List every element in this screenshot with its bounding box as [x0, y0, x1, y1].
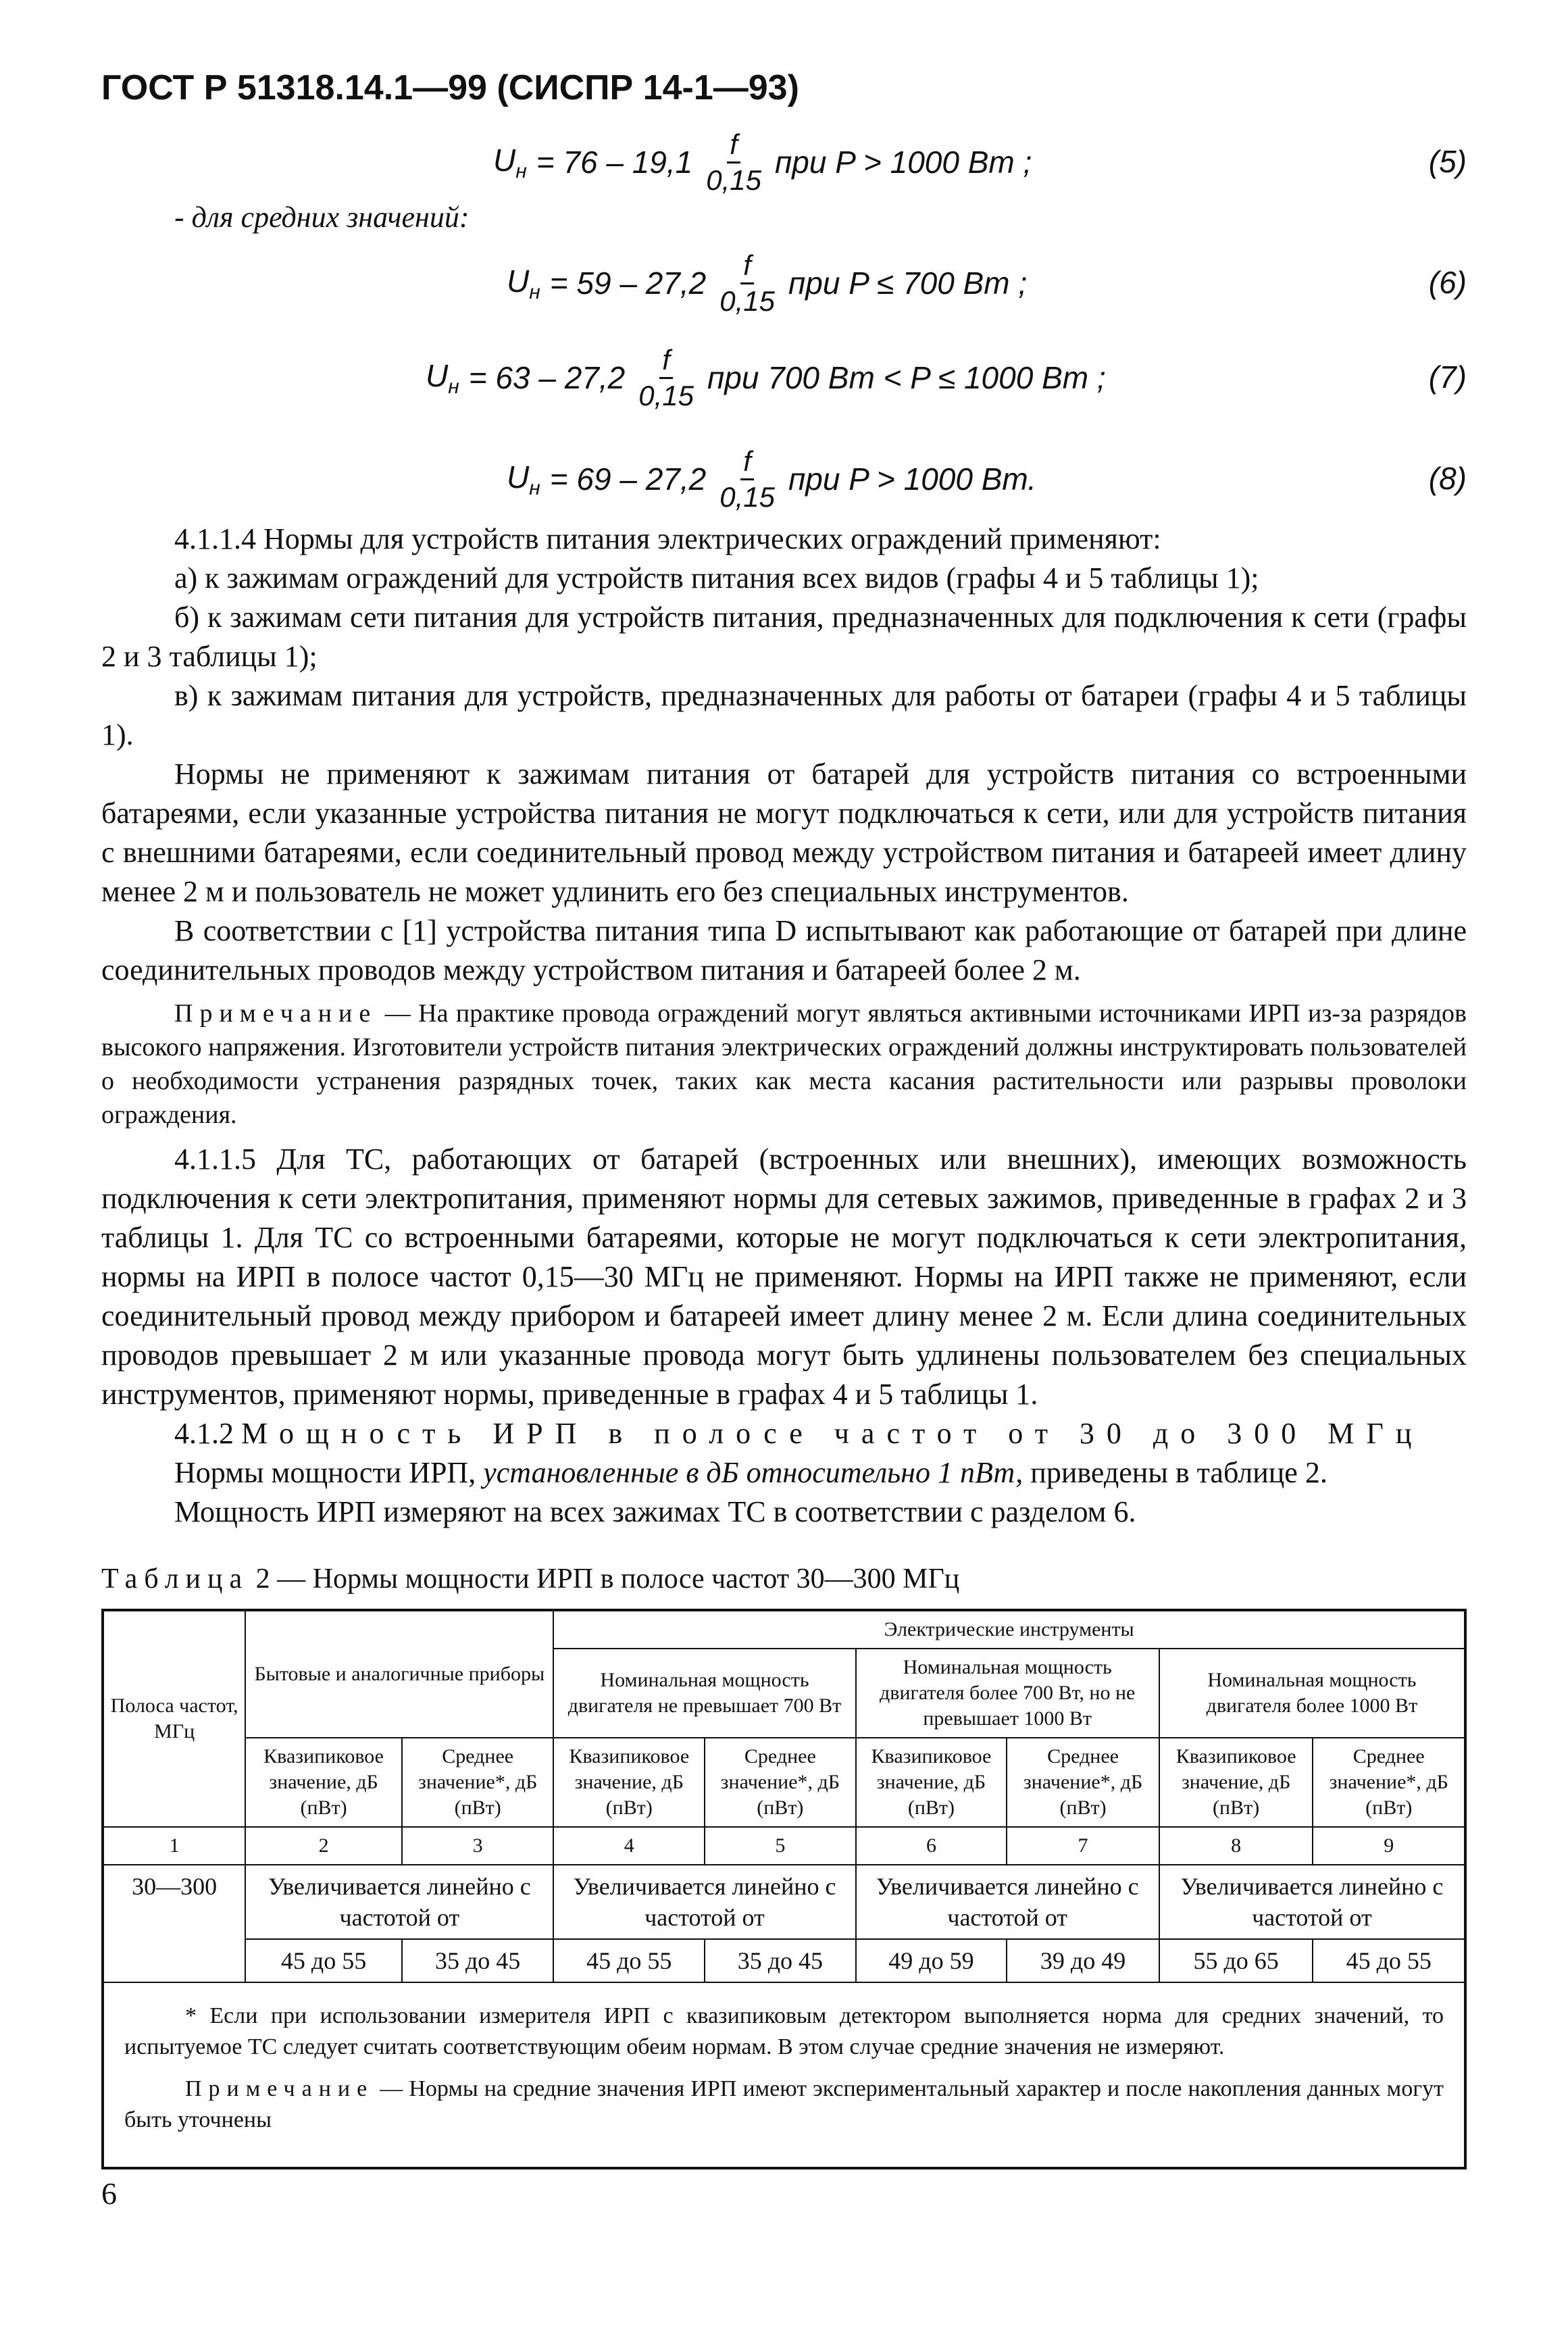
paragraph-battery-exception: Нормы не применяют к зажимам питания от батарей для устройств питания со встроенными батареями, если указанные устройства питания не могут подключаться к сети, или для устройств питания с внешними батареями, если соединительный провод между устройством питания и батареей имеет длину менее 2 м и пользователь не может удлинить его без специальных инструментов. [101, 757, 1467, 908]
page-number: 6 [101, 2176, 117, 2211]
average-values-label: - для средних значений: [174, 201, 470, 234]
equation-number: (6) [1428, 265, 1467, 300]
table-caption [101, 1563, 1467, 1595]
paragraph-measurement: Мощность ИРП измеряют на всех зажимах ТС в соответствии с разделом 6. [174, 1495, 1136, 1528]
header-quasipeak: Квазипиковое значение, дБ (пВт) [1159, 1738, 1313, 1827]
value-cell: 45 до 55 [245, 1939, 402, 1982]
note-fence [101, 997, 1467, 1132]
clause-4-1-1-5: 4.1.1.5 Для ТС, работающих от батарей (встроенных или внешних), имеющих возможность подключения к сети электропитания, применяют нормы для сетевых зажимов, приведенные в графах 2 и 3 таблицы 1. Для ТС со встроенными батареями, которые не могут подключаться к сети электропитания, нормы на ИРП в полосе частот 0,15—30 МГц не применяют. Нормы на ИРП также не применяют, если соединительный провод между прибором и батареей имеет длину менее 2 м. Если длина соединительных проводов превышает 2 м или указанные провода могут быть удлинены пользователем без специальных инструментов, применяют нормы, приведенные в графах 4 и 5 таблицы 1. [101, 1143, 1467, 1411]
equation-number: (8) [1428, 461, 1467, 496]
table-row [103, 1939, 1465, 1982]
table-note-label: Примечание [185, 2076, 374, 2101]
formula-lhs: $U_н$ [426, 357, 459, 398]
clause-title: Мощность ИРП в полосе частот от 30 до 300 МГц [241, 1417, 1424, 1450]
formula-fraction: $\frac{f}{0,15}$ [719, 445, 775, 513]
formula-condition: при P > 1000 Вт. [788, 461, 1037, 497]
header-quasipeak: Квазипиковое значение, дБ (пВт) [245, 1738, 402, 1827]
norms-table [101, 1609, 1467, 2169]
formula-fraction: $\frac{f}{0,15}$ [719, 249, 775, 317]
column-number: 6 [856, 1827, 1007, 1865]
header-quasipeak: Квазипиковое значение, дБ (пВт) [553, 1738, 705, 1827]
value-cell: 39 до 49 [1007, 1939, 1159, 1982]
column-number: 3 [402, 1827, 553, 1865]
table-caption-label: Таблица [101, 1563, 249, 1595]
column-number: 5 [705, 1827, 855, 1865]
list-item-v: в) к зажимам питания для устройств, предназначенных для работы от батареи (графы 4 и 5 таблицы 1). [101, 679, 1467, 751]
header-band: Полоса частот, МГц [103, 1610, 245, 1827]
formula-5 [101, 128, 1467, 196]
header-average: Среднее значение*, дБ (пВт) [705, 1738, 855, 1827]
formula-lhs: $U_н$ [493, 142, 527, 182]
formula-fraction: $\frac{f}{0,15}$ [638, 343, 694, 411]
formula-rhs: = 63 – 27,2 [468, 360, 626, 395]
header-average: Среднее значение*, дБ (пВт) [1007, 1738, 1159, 1827]
clause-4-1-2-heading [101, 1414, 1467, 1453]
formula-6 [101, 249, 1467, 317]
header-tools: Электрические инструменты [553, 1610, 1465, 1649]
table-note [124, 2074, 1444, 2136]
increase-text: Увеличивается линейно с частотой от [1159, 1865, 1465, 1939]
value-cell: 35 до 45 [705, 1939, 855, 1982]
header-quasipeak: Квазипиковое значение, дБ (пВт) [856, 1738, 1007, 1827]
increase-text: Увеличивается линейно с частотой от [245, 1865, 553, 1939]
formula-rhs: = 69 – 27,2 [549, 461, 707, 497]
formula-condition: при P ≤ 700 Вт ; [788, 266, 1028, 301]
table-footnote: * Если при использовании измерителя ИРП с квазипиковым детектором выполняется норма для средних значений, то испытуемое ТС следует считать соответствующим обеим нормам. В этом случае средние значения не измеряют. [124, 2003, 1444, 2059]
list-item-b: б) к зажимам сети питания для устройств питания, предназначенных для подключения к сети (графы 2 и 3 таблицы 1); [101, 601, 1467, 673]
formula-condition: при 700 Вт < P ≤ 1000 Вт ; [707, 360, 1106, 395]
table-caption-text: 2 — Нормы мощности ИРП в полосе частот 30—300 МГц [255, 1563, 960, 1595]
value-cell: 45 до 55 [1313, 1939, 1465, 1982]
formula-8 [101, 445, 1467, 513]
note-label: Примечание [174, 999, 378, 1028]
table-footnote-cell [103, 1982, 1465, 2168]
increase-text: Увеличивается линейно с частотой от [553, 1865, 855, 1939]
header-average: Среднее значение*, дБ (пВт) [402, 1738, 553, 1827]
paragraph-type-d: В соответствии с [1] устройства питания типа D испытывают как работающие от батарей при длине соединительных проводов между устройством питания и батареей более 2 м. [101, 914, 1467, 986]
value-cell: 45 до 55 [553, 1939, 705, 1982]
value-cell: 49 до 59 [856, 1939, 1007, 1982]
clause-number: 4.1.2 [174, 1417, 234, 1450]
formula-lhs: $U_н$ [507, 263, 540, 303]
note-text: — На практике провода ограждений могут являться активными источниками ИРП из-за разрядов высокого напряжения. Изготовители устройств питания электрических ограждений должны инструктировать пользователей о необходимости устранения разрядных точек, таких как места касания растительности или разрывы проволоки ограждения. [101, 999, 1467, 1129]
value-cell: 55 до 65 [1159, 1939, 1313, 1982]
value-cell: 35 до 45 [402, 1939, 553, 1982]
column-number: 4 [553, 1827, 705, 1865]
column-number: 9 [1313, 1827, 1465, 1865]
column-number: 1 [103, 1827, 245, 1865]
header-power-700-1000: Номинальная мощность двигателя более 700 Вт, но не превышает 1000 Вт [856, 1649, 1159, 1738]
header-power-1000: Номинальная мощность двигателя более 1000 Вт [1159, 1649, 1465, 1738]
band-value: 30—300 [103, 1865, 245, 1982]
equation-number: (5) [1428, 144, 1467, 179]
formula-rhs: = 76 – 19,1 [536, 145, 693, 180]
increase-text: Увеличивается линейно с частотой от [856, 1865, 1159, 1939]
clause-4-1-1-4: 4.1.1.4 Нормы для устройств питания электрических ограждений применяют: [174, 522, 1161, 555]
document-header: ГОСТ Р 51318.14.1—99 (СИСПР 14-1—93) [101, 68, 799, 107]
column-number: 7 [1007, 1827, 1159, 1865]
table-row [103, 1865, 1465, 1939]
header-power-700: Номинальная мощность двигателя не превышает 700 Вт [553, 1649, 855, 1738]
equation-number: (7) [1428, 359, 1467, 395]
column-number-row [103, 1827, 1465, 1865]
list-item-a: а) к зажимам ограждений для устройств питания всех видов (графы 4 и 5 таблицы 1); [174, 561, 1259, 595]
formula-condition: при P > 1000 Вт ; [774, 145, 1032, 180]
formula-7 [101, 344, 1467, 411]
formula-fraction: $\frac{f}{0,15}$ [706, 128, 761, 196]
header-household: Бытовые и аналогичные приборы [245, 1610, 553, 1738]
formula-rhs: = 59 – 27,2 [549, 266, 707, 301]
column-number: 8 [1159, 1827, 1313, 1865]
table-note-text: — Нормы на средние значения ИРП имеют экспериментальный характер и после накопления данных могут быть уточнены [124, 2076, 1444, 2132]
header-average: Среднее значение*, дБ (пВт) [1313, 1738, 1465, 1827]
column-number: 2 [245, 1827, 402, 1865]
paragraph-power-norms: Нормы мощности ИРП, установленные в дБ относительно 1 пВт, приведены в таблице 2. [174, 1456, 1327, 1489]
formula-lhs: $U_н$ [507, 459, 540, 499]
